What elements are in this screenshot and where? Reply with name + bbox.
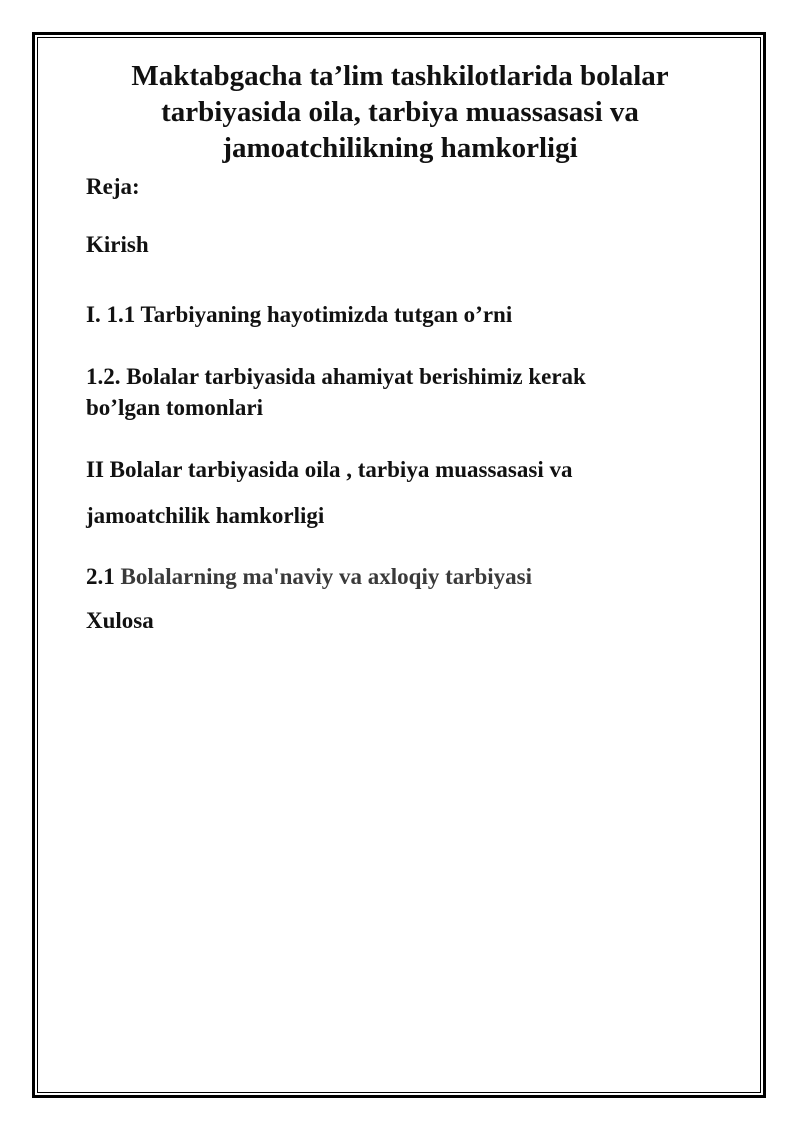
title-line-3: jamoatchilikning hamkorligi	[222, 132, 578, 164]
toc-item-2-line-1: II Bolalar tarbiyasida oila , tarbiya muassasasi va	[86, 457, 573, 482]
toc-item-2-1-text: Bolalarning ma'naviy va axloqiy tarbiyasi	[120, 564, 532, 589]
title-line-1: Maktabgacha ta’lim tashkilotlarida bolalar	[131, 60, 669, 92]
toc-item-1-2-line-2: bo’lgan tomonlari	[86, 395, 263, 420]
toc-item-2-1	[86, 562, 532, 592]
toc-item-2-1-number: 2.1	[86, 564, 115, 589]
document-title	[60, 58, 740, 166]
title-line-2: tarbiyasida oila, tarbiya muassasasi va	[161, 96, 639, 128]
toc-conclusion: Xulosa	[86, 608, 154, 633]
toc-item-2-line-2: jamoatchilik hamkorligi	[86, 503, 325, 528]
toc-item-1-2-line-1: 1.2. Bolalar tarbiyasida ahamiyat berishimiz kerak	[86, 364, 586, 389]
toc-intro: Kirish	[86, 232, 149, 257]
plan-label: Reja:	[86, 174, 140, 199]
toc-item-1-1: I. 1.1 Tarbiyaning hayotimizda tutgan o’rni	[86, 302, 513, 327]
